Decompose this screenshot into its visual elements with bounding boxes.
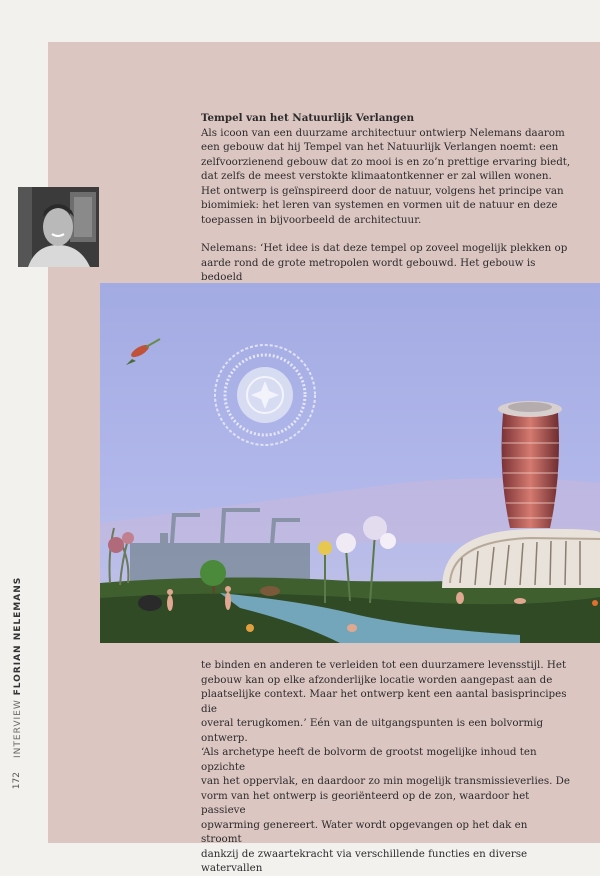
intro-line: Als icoon van een duurzame architectuur ontwierp Nelemans daarom <box>201 126 565 139</box>
intro-line: een gebouw dat hij Tempel van het Natuurlijk Verlangen noemt: een <box>201 141 559 153</box>
page-number: 172 <box>12 772 22 790</box>
quote-line: Nelemans: ‘Het idee is dat deze tempel op zoveel mogelijk plekken op <box>201 242 568 254</box>
body-line: vorm van het ontwerp is georiënteerd op de zon, waardoor het passieve <box>201 789 530 816</box>
intro-line: dat zelfs de meest verstokte klimaatontkenner er zal willen wonen. <box>201 170 552 182</box>
quote-line: aarde rond de grote metropolen wordt gebouwd. Het gebouw is bedoeld <box>201 256 536 283</box>
author-portrait <box>18 187 99 267</box>
body-line: gebouw kan op elke afzonderlijke locatie worden aangepast aan de <box>201 673 553 686</box>
body-line: te binden en anderen te verleiden tot een duurzamere levensstijl. Het <box>201 659 567 671</box>
body-line: dankzij de zwaartekracht via verschillende functies en diverse watervallen <box>201 847 528 874</box>
body-line: opwarming genereert. Water wordt opgevangen op het dak en stroomt <box>201 818 528 845</box>
intro-line: biomimiek: het leren van systemen en vormen uit de natuur en deze <box>201 199 558 211</box>
section-label-name: FLORIAN NELEMANS <box>13 576 23 696</box>
intro-line: zelfvoorzienend gebouw dat zo mooi is en zo’n prettige ervaring biedt, <box>201 155 571 168</box>
intro-line: Het ontwerp is geïnspireerd door de natuur, volgens het principe van <box>201 184 564 197</box>
body-line: plaatselijke context. Maar het ontwerp kent een aantal basisprincipes die <box>201 688 567 715</box>
body-line: overal terugkomen.’ Eén van de uitgangspunten is een bolvormig ontwerp. <box>201 717 544 744</box>
section-label-prefix: INTERVIEW <box>13 695 23 758</box>
body-line: van het oppervlak, en daardoor zo min mogelijk transmissieverlies. De <box>201 775 571 787</box>
section-label <box>13 576 33 758</box>
temple-illustration <box>100 283 600 643</box>
intro-line: toepassen in bijvoorbeeld de architectuur. <box>201 213 422 226</box>
article-heading: Tempel van het Natuurlijk Verlangen <box>201 112 415 124</box>
body-line: ‘Als archetype heeft de bolvorm de grootst mogelijke inhoud ten opzichte <box>201 746 537 773</box>
